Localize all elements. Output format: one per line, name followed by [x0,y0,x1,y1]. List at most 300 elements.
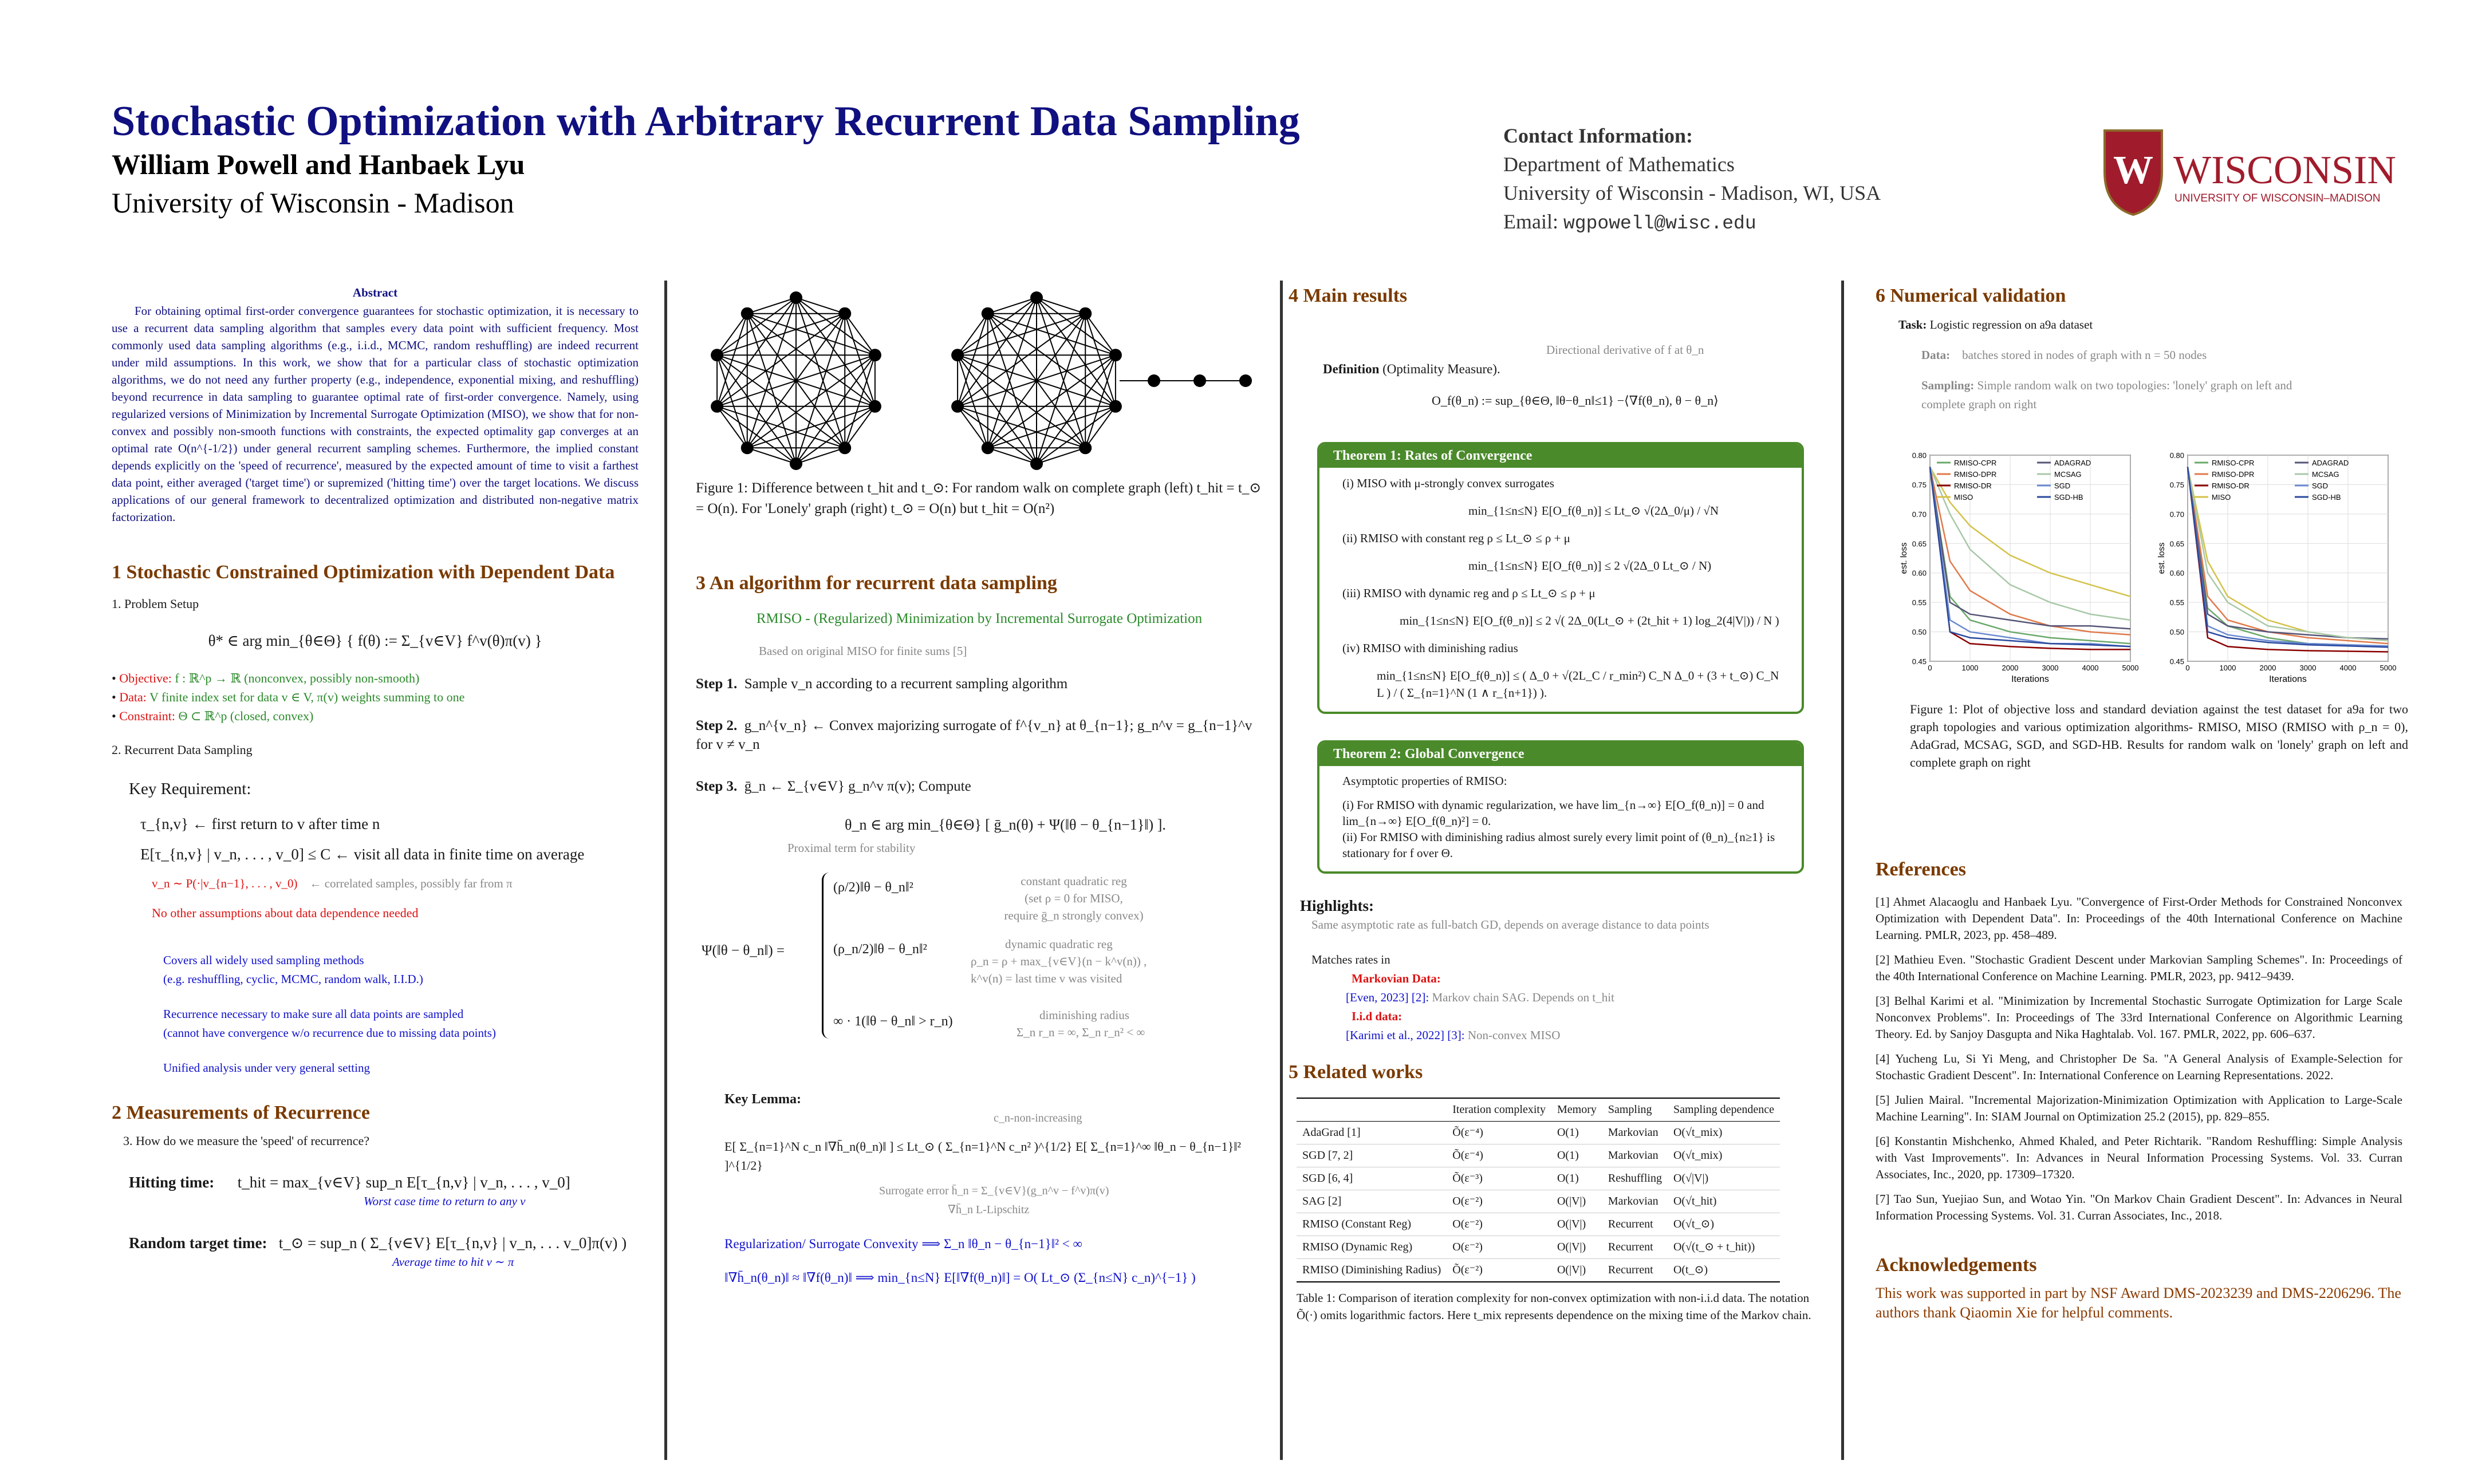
case-radius-note-2: Σ_n r_n = ∞, Σ_n r_n² < ∞ [1017,1025,1145,1039]
uw-logo-word: WISCONSIN [2173,148,2396,192]
vn-row [152,874,639,893]
poster-title: Stochastic Optimization with Arbitrary Recurrent Data Sampling [112,98,1300,145]
case-radius-note-1: diminishing radius [1039,1008,1129,1022]
graph-edge [958,355,988,448]
thm1-item-ii: (ii) RMISO with constant reg ρ ≤ Lt_⊙ ≤ ρ + μ [1342,531,1570,545]
graph-edge [747,448,796,464]
table-cell: O(|V|) [1551,1190,1602,1213]
graph-node [1079,307,1092,320]
legend-label: MISO [2212,493,2231,502]
argmin-formula: θ_n ∈ arg min_{θ∈Θ} [ ḡ_n(θ) + Ψ(‖θ − θ_{n−1}‖) ]. [845,816,1166,833]
task-text: Logistic regression on a9a dataset [1929,318,2093,331]
graph-edge [747,298,796,314]
y-tick-label: 0.80 [1912,451,1927,460]
y-tick-label: 0.70 [1912,510,1927,519]
reference-item: [6] Konstantin Mishchenko, Ahmed Khaled, and Peter Richtarik. "Random Reshuffling: Simple Analysis with Vast Improvements". In: Advances in Neural Information Processing Systems. Vol. 33. Curran Associates, Inc., 2020, pp. 17309–17320. [1876,1134,2402,1181]
x-tick-label: 5000 [2380,664,2397,672]
table-row [1297,1144,1780,1167]
graph-node [982,441,994,454]
graph-edge [958,314,988,356]
table-cell: Õ(ε⁻⁴) [1447,1144,1551,1167]
table-cell: O(√t_⊙) [1668,1213,1780,1236]
graph-svg [696,283,1263,478]
target-time-note: Average time to hit v ∼ π [392,1255,514,1269]
uw-crest-letter: W [2113,148,2153,192]
table-cell: Markovian [1602,1144,1668,1167]
objective-text: f : ℝ^p → ℝ (nonconvex, possibly non-smooth) [175,671,420,685]
x-tick-label: 2000 [2259,664,2276,672]
definition-note: Directional derivative of f at θ_n [1546,343,1704,357]
contact-heading: Contact Information: [1503,124,1693,147]
graph-edge [845,406,875,448]
graph-node [1079,441,1092,454]
graph-node [838,307,851,320]
step-3-label: Step 3. [696,779,738,794]
step-1-label: Step 1. [696,676,738,692]
task-row [1898,315,2448,334]
lemma-note-1: Surrogate error h̄_n = Σ_{v∈V}(g_n^v − f^v)π(v) [879,1185,1109,1197]
cases-brace [822,873,829,1039]
even-row [1346,988,1827,1007]
task-label: Task: [1898,318,1927,331]
table-cell: Õ(ε⁻³) [1447,1167,1551,1190]
theorem-2-box [1317,740,1804,874]
legend-label: RMISO-CPR [2212,459,2255,467]
x-tick-label: 3000 [2042,664,2059,672]
y-tick-label: 0.50 [2169,627,2184,637]
thm1-item-iv: (iv) RMISO with diminishing radius [1342,641,1518,655]
table-header-cell: Iteration complexity [1447,1098,1551,1122]
step-1 [696,674,1263,693]
graph-node [1148,374,1160,387]
x-tick-label: 0 [1928,664,1932,672]
abstract-heading: Abstract [352,286,398,299]
x-tick-label: 4000 [2082,664,2099,672]
table-cell: O(|V|) [1551,1213,1602,1236]
graph-edge [988,314,1037,464]
graph-edge [717,355,845,448]
section-3-title: 3 An algorithm for recurrent data sampling [696,573,1057,594]
case-dynamic: (ρ_n/2)‖θ − θ_n‖² [833,942,927,957]
column-3 [1289,283,1827,1324]
legend-label: RMISO-DR [2212,481,2250,490]
thm2-item-ii: (ii) For RMISO with diminishing radius almost surely every limit point of (θ_n)_{n≥1} is stationary for f over Θ. [1342,830,1775,860]
table-cell: Markovian [1602,1190,1668,1213]
y-tick-label: 0.45 [1912,657,1927,666]
step-3 [696,777,1263,796]
legend-label: MISO [1954,493,1973,502]
table-cell: Markovian [1602,1122,1668,1144]
poster-affiliation: University of Wisconsin - Madison [112,187,514,219]
abstract-text: For obtaining optimal first-order convergence guarantees for stochastic optimization, it is necessary to use a recurrent data sampling algorithm that samples every data point with sufficient frequency. Most commonly used data sampling algorithms (e.g., i.i.d., MCMC, random reshuffling) are indeed recurrent under mild assumptions. In this work, we show that for a particular class of stochastic optimization algorithms, we do not need any further property (e.g., independence, exponential mixing, and reshuffling) beyond recurrence in data sampling to guarantee optimal rate of first-order convergence. Namely, using regularized versions of Minimization by Incremental Surrogate Optimization (MISO), we show that for non-convex and possibly non-smooth functions with constraints, the expected optimality gap converges at an optimal rate O(n^{-1/2}) under general recurrent sampling schemes. Furthermore, the implied constant depends explicitly on the 'speed of recurrence', measured by the expected amount of time to visit a farthest data point, either averaged ('target time') or supremized ('hitting time') over the target locations. We discuss applications of our general framework to decentralized optimization and distributed non-negative matrix factorization. [112,304,639,524]
thm2-intro: Asymptotic properties of RMISO: [1342,774,1507,788]
table-row [1297,1122,1780,1144]
legend-label: SGD-HB [2312,493,2341,502]
thm1-formula-iv: min_{1≤n≤N} E[O_f(θ_n)] ≤ ( Δ_0 + √(2L_C / r_min²) C_N Δ_0 + (3 + t_⊙) C_N L ) / ( Σ_{n=1}^N (1 ∧ r_{n+1}) ). [1377,669,1779,700]
table-row [1297,1236,1780,1259]
lemma-top-note: c_n-non-increasing [994,1112,1082,1124]
section-5-title: 5 Related works [1289,1061,1423,1083]
graph-edge [958,314,988,406]
hitting-time-note: Worst case time to return to any v [364,1194,526,1208]
x-tick-label: 4000 [2339,664,2357,672]
sampling-row [1921,376,2322,414]
psi-cases [696,867,1263,1050]
definition-label: Definition [1323,362,1380,376]
table-row [1297,1167,1780,1190]
y-tick-label: 0.70 [2169,510,2184,519]
table-cell: Recurrent [1602,1259,1668,1282]
matches-text: Matches rates in [1311,953,1390,966]
thm2-item-i: (i) For RMISO with dynamic regularization, we have lim_{n→∞} E[O_f(θ_n)] = 0 and lim_{n→∞} E[O_f(θ_n)²] = 0. [1342,798,1764,828]
graph-edge [717,314,747,356]
data-text: V finite index set for data v ∈ V, π(v) weights summing to one [149,690,465,704]
case-radius: ∞ · 1(‖θ − θ_n‖ > r_n) [833,1014,953,1029]
column-divider-1 [664,281,667,1460]
graph-node [741,441,754,454]
graph-edge [717,406,747,448]
y-tick-label: 0.65 [2169,539,2184,548]
table-cell: O(√t_mix) [1668,1122,1780,1144]
table-cell: O(√(t_⊙ + t_hit)) [1668,1236,1780,1259]
section-1-title: 1 Stochastic Constrained Optimization with Dependent Data [112,562,615,583]
graph-edge [958,406,988,448]
contact-email-label: Email: [1503,210,1558,233]
table-header-cell: Memory [1551,1098,1602,1122]
uw-crest-icon [2099,126,2397,218]
table-row [1297,1259,1780,1282]
graph-node [869,400,881,413]
graph-node [741,307,754,320]
reference-item: [2] Mathieu Even. "Stochastic Gradient Descent under Markovian Sampling Schemes". In: Proceedings of the 40th International Conference on Machine Learning. PMLR, 2023, pp. 9412–9439. [1876,953,2402,983]
graph-edge [958,355,1085,448]
definition-name: (Optimality Measure). [1382,362,1500,376]
table-cell: O(1) [1551,1144,1602,1167]
constraint-row: • Constraint: Θ ⊂ ℝ^p (closed, convex) [112,709,314,723]
graph-edge [988,314,1116,356]
vn-note: ← correlated samples, possibly far from π [309,877,513,890]
legend-label: SGD [2312,481,2329,490]
y-axis-label: est. loss [1899,542,1909,574]
table-cell: SGD [6, 4] [1297,1167,1447,1190]
covers-line-2: (e.g. reshuffling, cyclic, MCMC, random walk, I.I.D.) [163,972,423,986]
legend-label: ADAGRAD [2054,459,2091,467]
y-tick-label: 0.65 [1912,539,1927,548]
table-1-caption: Table 1: Comparison of iteration complexity for non-convex optimization with non-i.i.d data. The notation Õ(·) omits logarithmic factors. Here t_mix represents dependence on the mixing time of the Markov chain. [1297,1291,1811,1322]
uw-logo [2099,126,2397,218]
table-cell: RMISO (Diminishing Radius) [1297,1259,1447,1282]
theorem-1-box [1317,442,1804,714]
definition-row [1323,360,1827,378]
table-cell: Recurrent [1602,1236,1668,1259]
based-on-miso: Based on original MISO for finite sums [5] [759,644,967,658]
reference-item: [7] Tao Sun, Yuejiao Sun, and Wotao Yin. "On Markov Chain Gradient Descent". In: Advances in Neural Information Processing Systems. Vol. 31. Curran Associates, Inc., 2018. [1876,1192,2402,1222]
loss-chart-complete [2156,448,2402,694]
loss-charts [1876,448,2448,694]
recurrence-line-2: (cannot have convergence w/o recurrence due to missing data points) [163,1026,496,1040]
problem-formula: θ* ∈ arg min_{θ∈Θ} { f(θ) := Σ_{v∈V} f^v(θ)π(v) } [208,632,542,649]
graph-edge [747,314,875,356]
graph-node [838,441,851,454]
reference-item: [1] Ahmet Alacaoglu and Hanbaek Lyu. "Convergence of First-Order Methods for Constrained Nonconvex Optimization with Dependent Data". In: Proceedings of the 40th International Conference on Machine Learning. PMLR, 2023, pp. 458–489. [1876,895,2402,942]
graph-node [790,457,802,470]
graph-node [869,349,881,361]
no-other-assumptions: No other assumptions about data dependence needed [152,906,419,920]
lemma-formula: E[ Σ_{n=1}^N c_n ‖∇h̄_n(θ_n)‖ ] ≤ Lt_⊙ ( Σ_{n=1}^N c_n² )^{1/2} E[ Σ_{n=1}^∞ ‖θ_n − θ_{n−1}‖² ]^{1/2} [724,1139,1242,1173]
graph-edge [747,314,875,406]
legend-label: ADAGRAD [2312,459,2349,467]
karimi-ref[interactable]: [Karimi et al., 2022] [3]: [1346,1028,1465,1042]
step-2-label: Step 2. [696,718,738,733]
contact-email[interactable]: wgpowell@wisc.edu [1563,213,1756,234]
x-tick-label: 2000 [2002,664,2019,672]
uw-logo-sub: UNIVERSITY OF WISCONSIN–MADISON [2174,192,2381,204]
graph-node [1109,349,1122,361]
graph-edge [1037,448,1085,464]
table-cell: O(√t_hit) [1668,1190,1780,1213]
graph-edge [988,314,1116,406]
hitting-time-label: Hitting time: [129,1174,215,1191]
y-axis-label: est. loss [2157,542,2166,574]
problem-setup-item: 1. Problem Setup [112,597,199,611]
table-cell: AdaGrad [1] [1297,1122,1447,1144]
table-cell: Õ(ε⁻²) [1447,1259,1551,1282]
even-text: Markov chain SAG. Depends on t_hit [1432,990,1614,1004]
table-cell: O(√|V|) [1668,1167,1780,1190]
recurrence-line: Recurrence necessary to make sure all data points are sampled [163,1007,464,1021]
psi-lhs: Ψ(‖θ − θ_n‖) = [702,943,785,958]
column-4 [1876,283,2448,1323]
table-cell: RMISO (Dynamic Reg) [1297,1236,1447,1259]
case-constant: (ρ/2)‖θ − θ_n‖² [833,880,913,895]
graph-edge [747,314,796,464]
references-title: References [1876,859,1966,880]
contact-block [1503,121,1881,238]
graph-edge [796,448,845,464]
objective-row: • Objective: f : ℝ^p → ℝ (nonconvex, possibly non-smooth) [112,671,420,685]
graph-edge [845,314,875,356]
y-tick-label: 0.55 [1912,598,1927,607]
numerical-data-text: batches stored in nodes of graph with n = 50 nodes [1962,348,2207,362]
sampling-label: Sampling: [1921,378,1975,392]
table-cell: O(ε⁻²) [1447,1236,1551,1259]
poster-authors: William Powell and Hanbaek Lyu [112,148,525,180]
vn-formula: v_n ∼ P(·|v_{n−1}, . . . , v_0) [152,877,298,890]
y-tick-label: 0.80 [2169,451,2184,460]
y-tick-label: 0.45 [2169,657,2184,666]
y-tick-label: 0.60 [1912,569,1927,578]
graph-node [951,349,964,361]
graph-edge [796,298,845,314]
step-2 [696,716,1263,754]
graph-node [1193,374,1206,387]
target-time-label: Random target time: [129,1234,267,1252]
recurrent-sampling-item: 2. Recurrent Data Sampling [112,743,253,757]
table-row [1297,1213,1780,1236]
acknowledgements-text: This work was supported in part by NSF Award DMS-2023239 and DMS-2206296. The authors thank Qiaomin Xie for helpful comments. [1876,1285,2401,1321]
reference-item: [4] Yucheng Lu, Si Yi Meng, and Christopher De Sa. "A General Analysis of Example-Selection for Stochastic Gradient Descent". In: International Conference on Learning Representations. 2022. [1876,1052,2402,1082]
graph-edge [988,448,1037,464]
legend-label: SGD-HB [2054,493,2083,502]
acknowledgements-title: Acknowledgements [1876,1254,2037,1276]
thm1-formula-ii: min_{1≤n≤N} E[O_f(θ_n)] ≤ 2 √(2Δ_0 Lt_⊙ / N) [1468,559,1712,573]
table-cell: O(1) [1551,1122,1602,1144]
step-3-text: ḡ_n ← Σ_{v∈V} g_n^v π(v); Compute [744,779,971,794]
regularization-line: Regularization/ Surrogate Convexity ⟹ Σ_n ‖θ_n − θ_{n−1}‖² < ∞ [724,1237,1082,1251]
table-cell: O(ε⁻²) [1447,1213,1551,1236]
table-cell: RMISO (Constant Reg) [1297,1213,1447,1236]
x-axis-label: Iterations [2011,674,2049,684]
case-radius-note [1017,1007,1145,1041]
target-time-formula: t_⊙ = sup_n ( Σ_{v∈V} E[τ_{n,v} | v_n, . . . v_0]π(v) ) [278,1234,627,1252]
data-row: • Data: V finite index set for data v ∈ V, π(v) weights summing to one [112,690,465,704]
table-row [1297,1190,1780,1213]
loss-chart-lonely [1898,448,2145,694]
table-cell: O(t_⊙) [1668,1259,1780,1282]
tau-def: τ_{n,v} ← first return to v after time n [140,815,380,832]
target-time-row [129,1234,639,1253]
x-tick-label: 0 [2185,664,2190,672]
thm1-formula-iii: min_{1≤n≤N} E[O_f(θ_n)] ≤ 2 √( 2Δ_0(Lt_⊙ + (2t_hit + 1) log_2(4|V|)) / N ) [1400,614,1779,627]
graph-node [790,291,802,304]
case-constant-note-1: constant quadratic reg [1021,874,1127,888]
step-2-text: g_n^{v_n} ← Convex majorizing surrogate of f^{v_n} at θ_{n−1}; g_n^v = g_{n−1}^v for v ≠ v_n [696,718,1252,752]
reference-item: [3] Belhal Karimi et al. "Minimization by Incremental Stochastic Surrogate Optimization for Large Scale Nonconvex Problems". In: Proceedings of The 33rd International Conference on Algorithmic Learning Theory. Ed. by Sanjoy Dasgupta and Nika Haghtalab. Vol. 167. PMLR, 2022, pp. 606–637. [1876,994,2402,1041]
thm1-item-iii: (iii) RMISO with dynamic reg and ρ ≤ Lt_⊙ ≤ ρ + μ [1342,586,1596,600]
legend-label: RMISO-DPR [2212,470,2255,479]
data-label: Data: [119,690,147,704]
column-1 [112,283,639,1272]
reference-item: [5] Julien Mairal. "Incremental Majorization-Minimization Optimization with Application to Large-Scale Machine Learning". In: SIAM Journal on Optimization 25.2 (2015), pp. 829–855. [1876,1093,2402,1123]
recurrence-question: 3. How do we measure the 'speed' of recurrence? [123,1134,370,1148]
proximal-note: Proximal term for stability [787,841,916,855]
x-tick-label: 1000 [1961,664,1979,672]
table-header-cell: Sampling [1602,1098,1668,1122]
karimi-text: Non-convex MISO [1467,1028,1561,1042]
thm1-item-i: (i) MISO with μ-strongly convex surrogates [1342,476,1554,490]
case-constant-note-2: (set ρ = 0 for MISO, [1025,891,1123,905]
graph-node [711,349,723,361]
table-cell: Reshuffling [1602,1167,1668,1190]
graph-edge [1085,314,1116,356]
x-tick-label: 5000 [2122,664,2139,672]
column-2 [696,283,1263,1287]
contact-university: University of Wisconsin - Madison, WI, USA [1503,181,1881,204]
legend-label: SGD [2054,481,2071,490]
covers-line: Covers all widely used sampling methods [163,953,364,967]
graph-figure [696,283,1263,478]
key-requirement: Key Requirement: [129,780,251,798]
related-works-header [1297,1098,1780,1122]
graph-edge [1085,406,1116,448]
contact-department: Department of Mathematics [1503,153,1735,176]
thm1-formula-i: min_{1≤n≤N} E[O_f(θ_n)] ≤ Lt_⊙ √(2Δ_0/μ) / √N [1468,504,1719,518]
section-6-title: 6 Numerical validation [1876,285,2066,306]
graph-node [711,400,723,413]
graph-node [1030,457,1043,470]
step-1-text: Sample v_n according to a recurrent sampling algorithm [744,676,1068,692]
table-cell: SGD [7, 2] [1297,1144,1447,1167]
y-tick-label: 0.55 [2169,598,2184,607]
objective-label: Objective: [119,671,172,685]
legend-label: MCSAG [2312,470,2339,479]
column-divider-2 [1280,281,1283,1460]
y-tick-label: 0.60 [2169,569,2184,578]
table-cell: O(ε⁻²) [1447,1190,1551,1213]
constraint-label: Constraint: [119,709,175,723]
karimi-row [1346,1026,1827,1045]
x-axis-label: Iterations [2269,674,2307,684]
graph-edge [717,406,796,464]
final-rate-line: ‖∇h̄_n(θ_n)‖ ≈ ‖∇f(θ_n)‖ ⟹ min_{n≤N} E[‖∇f(θ_n)‖] = O( Lt_⊙ (Σ_{n≤N} c_n)^{−1} ) [724,1270,1196,1285]
graph-node [1030,291,1043,304]
legend-label: MCSAG [2054,470,2082,479]
legend-label: RMISO-DR [1954,481,1992,490]
graph-node [982,307,994,320]
numerical-data-row [1921,346,2448,365]
graph-edge [717,314,747,406]
table-header-cell [1297,1098,1447,1122]
figure-numerical-caption: Figure 1: Plot of objective loss and standard deviation against the test dataset for a9a for two graph topologies and various optimization algorithms- RMISO, MISO (RMISO with ρ_n = 0), AdaGrad, MCSAG, SGD, and SGD-HB. Results for random walk on 'lonely' graph on left and complete graph on right [1910,702,2408,769]
table-cell: O(1) [1551,1167,1602,1190]
theorem-2-title: Theorem 2: Global Convergence [1319,743,1802,766]
table-header-cell: Sampling dependence [1668,1098,1780,1122]
x-tick-label: 3000 [2299,664,2317,672]
highlights-label: Highlights: [1300,897,1374,914]
table-cell: Recurrent [1602,1213,1668,1236]
lemma-note-2: ∇h̄_n L-Lipschitz [948,1203,1030,1216]
legend-label: RMISO-DPR [1954,470,1997,479]
graph-edge [717,355,747,448]
y-tick-label: 0.75 [1912,480,1927,490]
theorem-1-body [1319,468,1802,712]
definition-formula: O_f(θ_n) := sup_{θ∈Θ, ‖θ−θ_n‖≤1} −⟨∇f(θ_n), θ − θ_n⟩ [1432,393,1719,408]
graph-edge [1037,298,1085,314]
y-tick-label: 0.50 [1912,627,1927,637]
iid-label: I.i.d data: [1352,1009,1403,1023]
expectation-bound: E[τ_{n,v} | v_n, . . . , v_0] ≤ C ← visit all data in finite time on average [140,846,585,863]
unified-line: Unified analysis under very general setting [163,1061,370,1075]
case-constant-note-3: require ḡ_n strongly convex) [1004,909,1144,922]
table-cell: Õ(ε⁻⁴) [1447,1122,1551,1144]
graph-node [1109,400,1122,413]
figure-1-caption: Figure 1: Difference between t_hit and t_⊙: For random walk on complete graph (left) t_hit = t_⊙ = O(n). For 'Lonely' graph (right) t_⊙ = O(n) but t_hit = O(n²) [696,480,1262,516]
even-ref[interactable]: [Even, 2023] [2]: [1346,990,1429,1004]
hitting-time-row [129,1173,639,1192]
column-divider-3 [1841,281,1844,1460]
case-dynamic-note-1: dynamic quadratic reg [1005,937,1113,951]
table-cell: O(|V|) [1551,1259,1602,1282]
section-4-title: 4 Main results [1289,285,1408,306]
section-2-title: 2 Measurements of Recurrence [112,1102,370,1123]
graph-edge [988,298,1037,314]
x-tick-label: 1000 [2219,664,2236,672]
hitting-time-formula: t_hit = max_{v∈V} sup_n E[τ_{n,v} | v_n, . . . , v_0] [237,1174,570,1191]
numerical-data-label: Data: [1921,348,1951,362]
sampling-text: Simple random walk on two topologies: 'lonely' graph on left and complete graph on right [1921,378,2292,411]
graph-node [951,400,964,413]
table-cell: O(|V|) [1551,1236,1602,1259]
contact-email-row [1503,207,1881,238]
case-dynamic-note-3: k^v(n) = last time v was visited [971,972,1122,985]
theorem-2-body [1319,766,1802,871]
table-cell: O(√t_mix) [1668,1144,1780,1167]
highlights-text: Same asymptotic rate as full-batch GD, depends on average distance to data points [1311,918,1709,932]
key-lemma-label: Key Lemma: [724,1092,801,1107]
table-cell: SAG [2] [1297,1190,1447,1213]
related-works-body [1297,1122,1780,1282]
case-dynamic-note-2: ρ_n = ρ + max_{v∈V}(n − k^v(n)) , [971,954,1147,968]
